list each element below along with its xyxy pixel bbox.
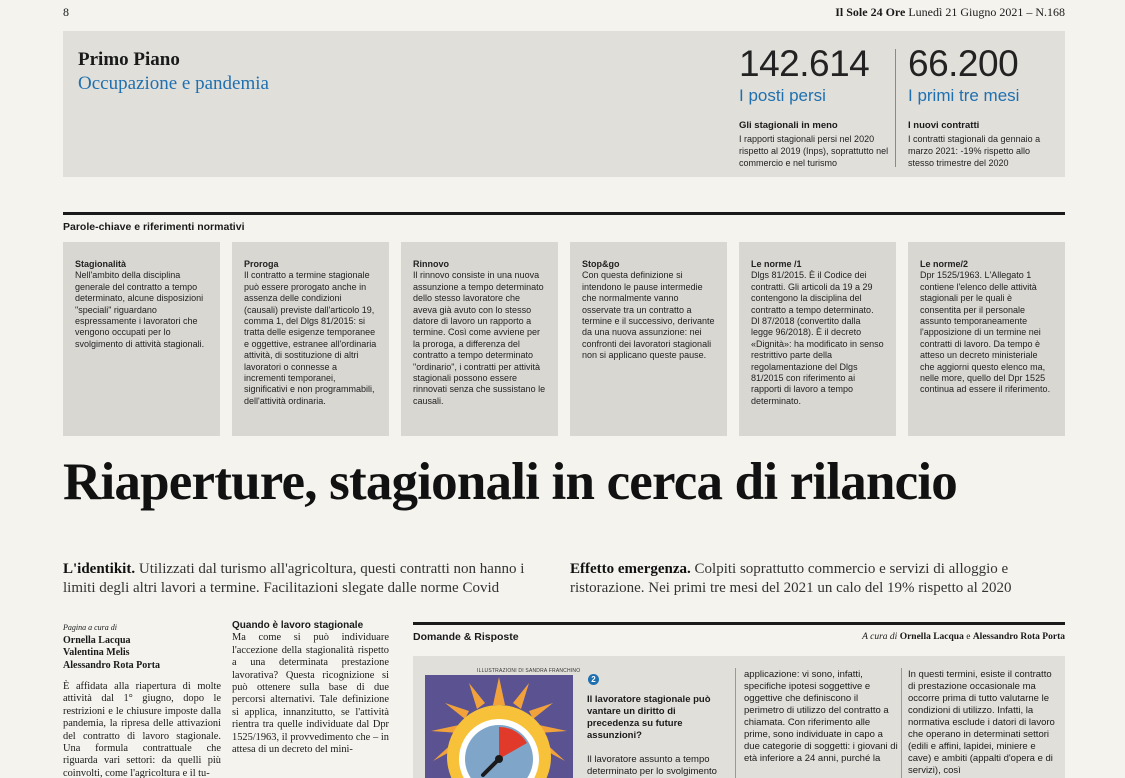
qa-credit xyxy=(862,632,1065,642)
qa-box xyxy=(413,656,1065,778)
stat-title: Gli stagionali in meno xyxy=(739,120,838,131)
keyword-card-text: Il rinnovo consiste in una nuova assunzione a tempo determinato dello stesso lavoratore che aveva già avuto con lo stesso datore di lavoro un rapporto a termine. Così come avviene per la proroga, a differenza del contratto a tempo determinato "ordinario", i contratti per attività stagionali possono essere rinnovati senza che sussistano le causali. xyxy=(413,270,546,406)
qa-answer: Il lavoratore assunto a tempo determinato per lo svolgimento xyxy=(587,754,717,777)
masthead-date: Lunedì 21 Giugno 2021 – N.168 xyxy=(908,5,1065,19)
qa-column-divider xyxy=(901,668,902,778)
section-rule xyxy=(63,212,1065,215)
qa-title: Domande & Risposte xyxy=(413,631,519,643)
deck-lead: L'identikit. xyxy=(63,561,136,577)
keyword-card-title: Rinnovo xyxy=(413,259,449,269)
deck-text: Colpiti soprattutto commercio e servizi di alloggio e ristorazione. Nei primi tre mesi del 2021 un calo del 19% rispetto al 2020 xyxy=(570,561,1012,596)
stopwatch-sun-illustration xyxy=(425,675,573,778)
masthead-name: Il Sole 24 Ore xyxy=(835,5,906,19)
page-header xyxy=(63,5,1065,21)
qa-credit-joiner: e xyxy=(966,632,971,642)
stat-label: I posti persi xyxy=(739,86,826,105)
page-number: 8 xyxy=(63,5,69,19)
byline-prefix: Pagina a cura di xyxy=(63,623,117,632)
qa-column-3: In questi termini, esiste il contratto di prestazione occasionale ma occorre prima di tutto valutarne le condizioni di utilizzo. Infatti, la normativa esclude i datori di lavoro che operano in determinati settori (edili e affini, lapidei, miniere e cave) e ambiti (appalti d'opera e di servizi), così xyxy=(908,669,1055,776)
byline-author: Valentina Melis xyxy=(63,647,130,658)
article-column-2 xyxy=(232,620,389,756)
stat-title: I nuovi contratti xyxy=(908,120,980,131)
byline xyxy=(63,622,223,672)
illustration-credit: ILLUSTRAZIONI DI SANDRA FRANCHINO xyxy=(477,668,581,674)
keyword-card-text: Con questa definizione si intendono le pause intermedie che normalmente vanno osservate tra un contratto a termine e il successivo, derivante da una nuova assunzione: nei confronti dei lavoratori stagionali non si applicano queste pause. xyxy=(582,270,715,361)
qa-rule xyxy=(413,622,1065,625)
section-kicker: Primo Piano xyxy=(78,49,180,70)
qa-column-divider xyxy=(735,668,736,778)
keyword-card-title: Stop&go xyxy=(582,259,620,269)
stat-number: 142.614 xyxy=(739,43,870,84)
deck-effetto-emergenza xyxy=(570,560,1050,598)
keywords-cards xyxy=(63,242,1065,436)
hero-box xyxy=(63,31,1065,177)
deck-text: Utilizzati dal turismo all'agricoltura, questi contratti non hanno i limiti degli altri lavori a termine. Facilitazioni slegate dalle norme Covid xyxy=(63,561,525,596)
keyword-card xyxy=(570,242,727,436)
stat-divider xyxy=(895,49,896,167)
byline-author: Ornella Lacqua xyxy=(63,634,131,646)
stopwatch-icon xyxy=(425,675,573,778)
keywords-title: Parole-chiave e riferimenti normativi xyxy=(63,221,245,233)
stat-primi-tre-mesi xyxy=(908,45,1058,169)
keyword-card xyxy=(63,242,220,436)
deck-identikit xyxy=(63,560,543,598)
byline-author: Alessandro Rota Porta xyxy=(63,659,161,671)
section-subkicker: Occupazione e pandemia xyxy=(78,73,269,94)
keyword-card-text: Nell'ambito della disciplina generale del contratto a tempo determinato, alcune disposizioni "speciali" riguardano espressamente i lavoratori che vengono occupati per lo svolgimento di attività stagionali. xyxy=(75,270,205,349)
keyword-card-text: Dlgs 81/2015. È il Codice dei contratti. Gli articoli da 19 a 29 contengono la disciplina del contratto a tempo determinato. Dl 87/2018 (convertito dalla legge 96/2018). È il decreto «Dignità»: ha modificato in senso restrittivo parte della regolamentazione del Dlgs 81/2015 con riferimento ai rapporti di lavoro a tempo determinato. xyxy=(751,270,884,406)
keyword-card-title: Le norme /1 xyxy=(751,259,802,269)
article-column-1: È affidata alla riapertura di molte attività dal 1° giugno, dopo le restrizioni e le chiusure imposte dalla pandemia, la ripresa delle attivazioni del contratto di lavoro stagionale. Una formula contrattuale che riguarda vari settori: da quelli più coinvolti, come l'agricoltura e il tu- xyxy=(63,681,221,778)
keyword-card xyxy=(908,242,1065,436)
keyword-card-title: Proroga xyxy=(244,259,279,269)
qa-column-2: applicazione: vi sono, infatti, specifiche ipotesi soggettive e oggettive che definiscono il perimetro di utilizzo del contratto a chiamata. Con riferimento alle prime, sono individuate in capo a due categorie di soggetti: i giovani di età inferiore a 24 anni, purché la xyxy=(744,669,898,764)
qa-question: Il lavoratore stagionale può vantare un diritto di precedenza su future assunzioni? xyxy=(587,694,711,741)
article-subhead: Quando è lavoro stagionale xyxy=(232,620,364,631)
keyword-card-title: Le norme/2 xyxy=(920,259,969,269)
main-headline: Riaperture, stagionali in cerca di rilancio xyxy=(63,453,958,511)
keyword-card xyxy=(401,242,558,436)
masthead xyxy=(835,5,1065,20)
keyword-card xyxy=(232,242,389,436)
stat-text: I rapporti stagionali persi nel 2020 rispetto al 2019 (Inps), soprattutto nel commercio e nel turismo xyxy=(739,134,889,168)
keyword-card-text: Dpr 1525/1963. L'Allegato 1 contiene l'elenco delle attività stagionali per le quali è consentita per il personale assunto temporaneamente l'apposizione di un termine nei contratti di lavoro. Da tempo è atteso un decreto ministeriale che aggiorni questo elenco ma, nelle more, quello del Dpr 1525 continua ad essere il riferimento. xyxy=(920,270,1051,395)
deck-lead: Effetto emergenza. xyxy=(570,561,691,577)
stat-label: I primi tre mesi xyxy=(908,86,1020,105)
stat-posti-persi xyxy=(739,45,889,169)
question-number-badge: 2 xyxy=(588,674,599,685)
stat-number: 66.200 xyxy=(908,43,1019,84)
stat-text: I contratti stagionali da gennaio a marzo 2021: -19% rispetto allo stesso trimestre del 2020 xyxy=(908,134,1041,168)
qa-credit-author: Ornella Lacqua xyxy=(899,632,964,642)
keyword-card xyxy=(739,242,896,436)
qa-credit-prefix: A cura di xyxy=(862,632,898,642)
qa-credit-author: Alessandro Rota Porta xyxy=(972,632,1065,642)
article-column-2-text: Ma come si può individuare l'accezione della stagionalità rispetto a una determinata prestazione lavorativa? Questa ricognizione si può ottenere sulla base di due percorsi alternativi. Tale definizione si applica, innanzitutto, se l'attività rientra tra quelle individuate dal Dpr 1525/1963, il provvedimento che – in attesa di un decreto del mini- xyxy=(232,632,389,756)
keyword-card-title: Stagionalità xyxy=(75,259,127,269)
keyword-card-text: Il contratto a termine stagionale può essere prorogato anche in assenza delle condizioni (causali) previste dall'articolo 19, comma 1, del Dlgs 81/2015: si tratta delle esigenze temporanee e oggettive, estranee all'ordinaria attività, di sostituzione di altri lavoratori o connesse a incrementi temporanei, significativi e non programmabili, dell'attività ordinaria. xyxy=(244,270,377,406)
